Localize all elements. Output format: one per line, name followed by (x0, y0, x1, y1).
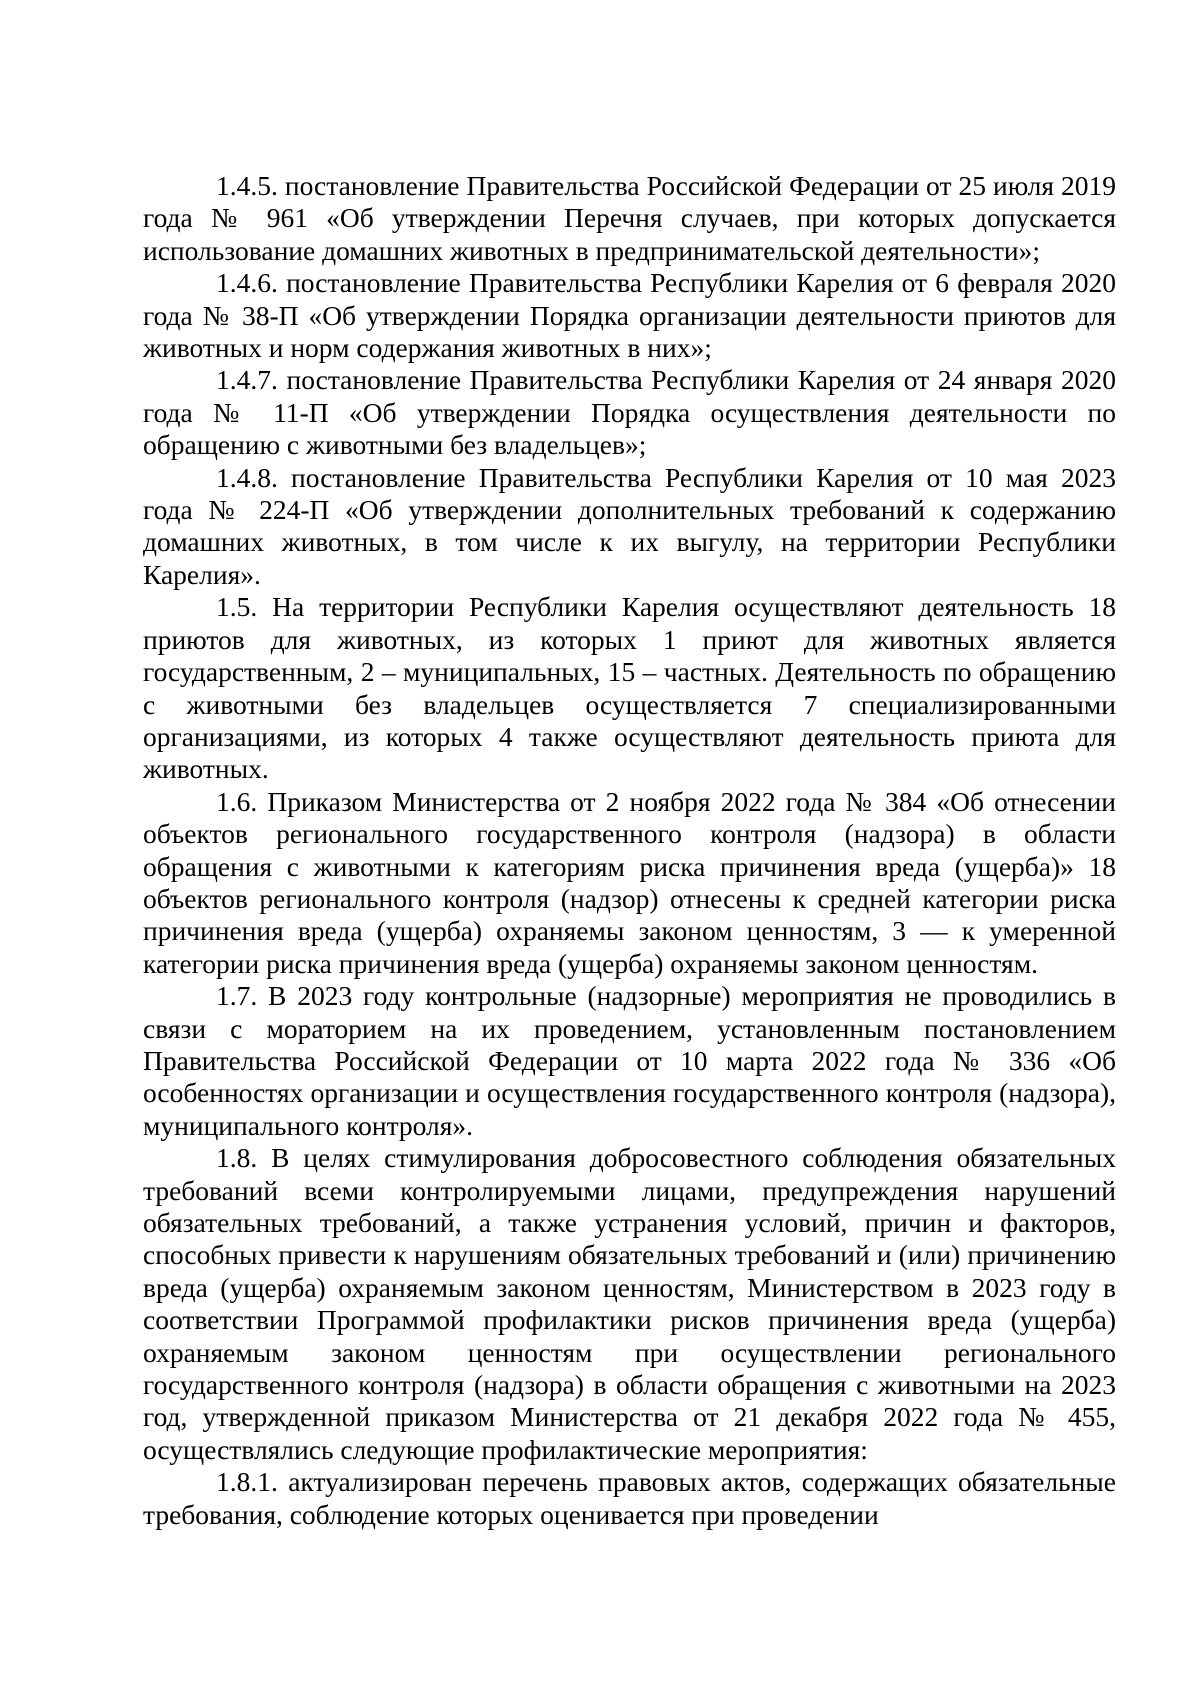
paragraph-1-6: 1.6. Приказом Министерства от 2 ноября 2022 года № 384 «Об отнесении объектов регионального государственного контроля (надзора) в области обращения с животными к категориям риска причинения вреда (ущерба)» 18 объектов регионального контроля (надзор) отнесены к средней категории риска причинения вреда (ущерба) охраняемы законом ценностям, 3 — к умеренной категории риска причинения вреда (ущерба) охраняемы законом ценностям. (143, 785, 1116, 979)
paragraph-1-4-5: 1.4.5. постановление Правительства Российской Федерации от 25 июля 2019 года № 961 «Об утверждении Перечня случаев, при которых допускается использование домашних животных в предпринимательской деятельности»; (143, 170, 1116, 266)
paragraph-1-5: 1.5. На территории Республики Карелия осуществляют деятельность 18 приютов для животных, из которых 1 приют для животных является государственным, 2 – муниципальных, 15 – частных. Деятельность по обращению с животными без владельцев осуществляется 7 специализированными организациями, из которых 4 также осуществляют деятельность приюта для животных. (143, 591, 1116, 785)
paragraph-1-4-8: 1.4.8. постановление Правительства Республики Карелия от 10 мая 2023 года № 224-П «Об утверждении дополнительных требований к содержанию домашних животных, в том числе к их выгулу, на территории Республики Карелия». (143, 461, 1116, 590)
document-page (143, 170, 1116, 1531)
paragraph-1-7: 1.7. В 2023 году контрольные (надзорные) мероприятия не проводились в связи с мораторием на их проведением, установленным постановлением Правительства Российской Федерации от 10 марта 2022 года № 336 «Об особенностях организации и осуществления государственного контроля (надзора), муниципального контроля». (143, 980, 1116, 1141)
paragraph-1-4-7: 1.4.7. постановление Правительства Республики Карелия от 24 января 2020 года № 11-П «Об утверждении Порядка осуществления деятельности по обращению с животными без владельцев»; (143, 364, 1116, 461)
paragraph-1-8-1: 1.8.1. актуализирован перечень правовых актов, содержащих обязательные требования, соблюдение которых оценивается при проведении (143, 1466, 1116, 1530)
paragraph-1-4-6: 1.4.6. постановление Правительства Республики Карелия от 6 февраля 2020 года № 38-П «Об утверждении Порядка организации деятельности приютов для животных и норм содержания животных в них»; (143, 267, 1116, 364)
paragraph-1-8: 1.8. В целях стимулирования добросовестного соблюдения обязательных требований всеми контролируемыми лицами, предупреждения нарушений обязательных требований, а также устранения условий, причин и факторов, способных привести к нарушениям обязательных требований и (или) причинению вреда (ущерба) охраняемым законом ценностям, Министерством в 2023 году в соответствии Программой профилактики рисков причинения вреда (ущерба) охраняемым законом ценностям при осуществлении регионального государственного контроля (надзора) в области обращения с животными на 2023 год, утвержденной приказом Министерства от 21 декабря 2022 года № 455, осуществлялись следующие профилактические мероприятия: (143, 1142, 1116, 1465)
